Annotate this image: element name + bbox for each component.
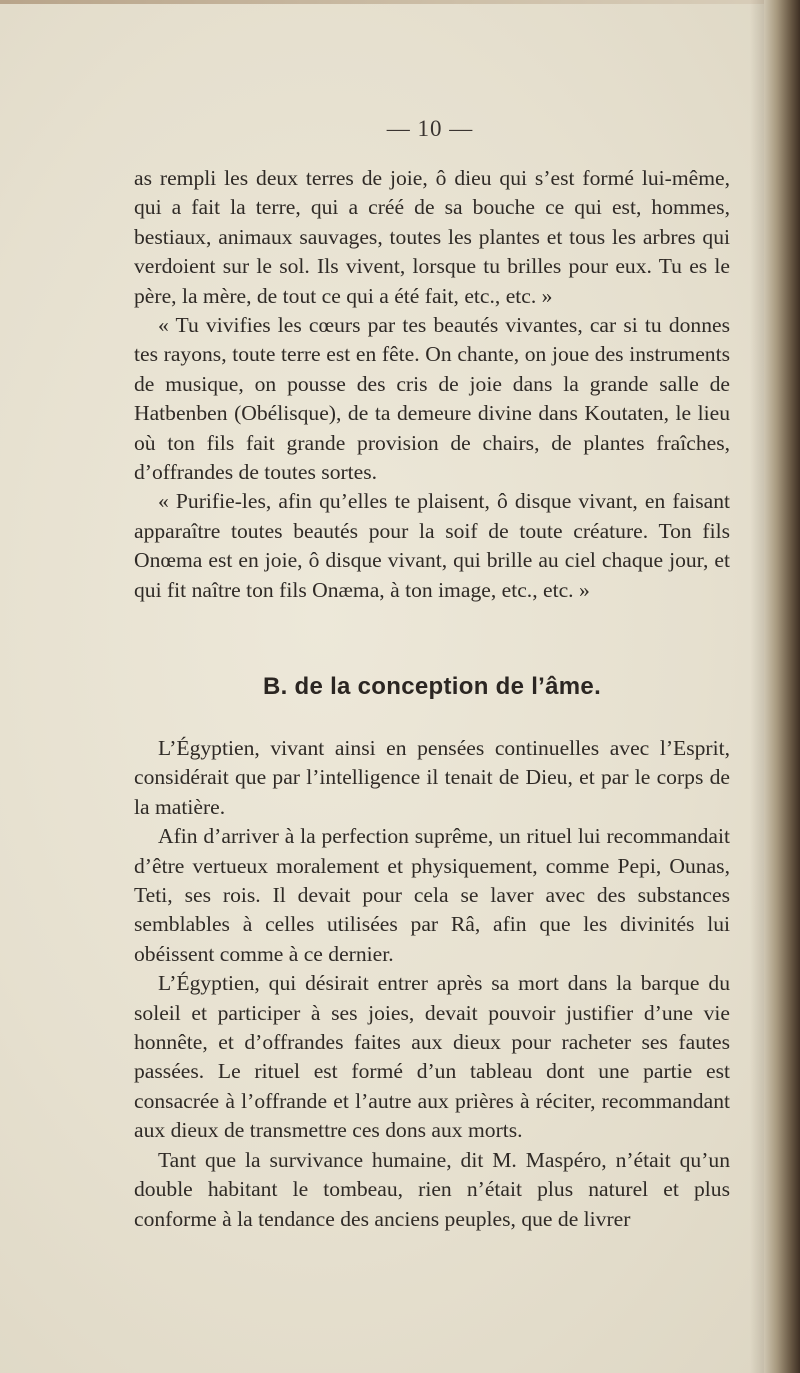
paragraph-hymn-continuation: as rempli les deux terres de joie, ô dieu qui s’est formé lui-même, qui a fait la terre, qui a créé de sa bouche ce qui est, hommes, bestiaux, animaux sauvages, toutes les plantes et tous les arbres qui verdoient sur le sol. Ils vivent, lorsque tu brilles pour eux. Tu es le père, la mère, de tout ce qui a été fait, etc., etc. » [134,166,730,308]
text-block-after-heading [134,734,730,1234]
top-edge-rule [0,0,770,4]
paragraph-maspero: Tant que la survivance humaine, dit M. Maspéro, n’était qu’un double habitant le tombeau, rien n’était plus naturel et plus conforme à la tendance des anciens peuples, que de livrer [134,1147,730,1231]
binding-edge [764,0,800,1373]
text-block-before-heading [134,164,730,605]
binding-shadow [750,0,764,1373]
section-heading: B. de la conception de l’âme. [262,673,602,700]
paragraph-hymn-vivifies: « Tu vivifies les cœurs par tes beautés vivantes, car si tu donnes tes rayons, toute terre est en fête. On chante, on joue des instruments de musique, on pousse des cris de joie dans la grande salle de Hatbenben (Obélisque), de ta demeure divine dans Koutaten, le lieu où ton fils fait grande provision de chairs, de plantes fraîches, d’offrandes de toutes sortes. [134,313,730,485]
paragraph-barque-soleil: L’Égyptien, qui désirait entrer après sa mort dans la barque du soleil et participer à ses joies, devait pouvoir justifier d’une vie honnête, et d’offrandes faites aux dieux pour racheter ses fautes passées. Le rituel est formé d’un tableau dont une partie est consacrée à l’offrande et l’autre aux prières à réciter, recommandant aux dieux de transmettre ces dons aux morts. [134,971,730,1143]
paragraph-egyptien-esprit: L’Égyptien, vivant ainsi en pensées continuelles avec l’Esprit, considérait que par l’intelligence il tenait de Dieu, et par le corps de la matière. [134,736,730,819]
page-number: — 10 — [386,116,474,141]
paragraph-hymn-purifie: « Purifie-les, afin qu’elles te plaisent, ô disque vivant, en faisant apparaître toutes beautés pour la soif de toute créature. Ton fils Onœma est en joie, ô disque vivant, qui brille au ciel chaque jour, et qui fit naître ton fils Onæma, à ton image, etc., etc. » [134,489,730,602]
paragraph-perfection: Afin d’arriver à la perfection suprême, un rituel lui recommandait d’être vertueux moralement et physiquement, comme Pepi, Ounas, Teti, ses rois. Il devait pour cela se laver avec des substances semblables à celles utilisées par Râ, afin que les divinités lui obéissent comme à ce dernier. [134,824,730,966]
